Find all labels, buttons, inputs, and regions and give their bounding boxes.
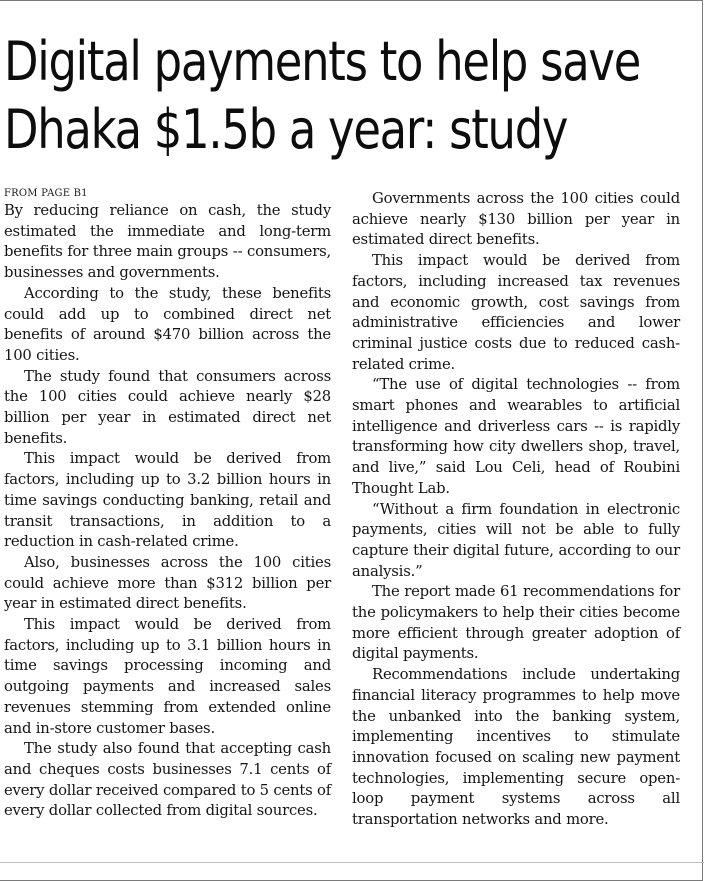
paragraph: According to the study, these benefits could add up to combined direct net benefits of around $470 billion across the 100 cities. (4, 284, 331, 364)
left-column (4, 187, 331, 822)
paragraph: Governments across the 100 cities could achieve nearly $130 billion per year in estimated direct benefits. (352, 190, 680, 249)
headline (4, 28, 641, 164)
paragraph: By reducing reliance on cash, the study estimated the immediate and long-term benefits for three main groups -- consumers, businesses and governments. (4, 202, 331, 282)
paragraph: Also, businesses across the 100 cities could achieve more than $312 billion per year in estimated direct benefits. (4, 553, 331, 613)
from-page-label: FROM PAGE B1 (4, 188, 88, 199)
paragraph: This impact would be derived from factors, including up to 3.1 billion hours in time savings processing incoming and outgoing payments and increased sales revenues stemming from extended online and in-store customer bases. (4, 616, 331, 737)
headline-line-1: Digital payments to help save (4, 30, 641, 93)
paragraph: “Without a firm foundation in electronic payments, cities will not be able to fully capture their digital future, according to our analysis.” (352, 500, 680, 580)
headline-line-2: Dhaka $1.5b a year: study (4, 98, 568, 161)
bottom-rule (0, 862, 704, 863)
paragraph: This impact would be derived from factors, including up to 3.2 billion hours in time savings conducting banking, retail and transit transactions, in addition to a reduction in cash-related crime. (4, 450, 331, 551)
right-column (352, 189, 680, 831)
paragraph: The study found that consumers across the 100 cities could achieve nearly $28 billion per year in estimated direct net benefits. (4, 367, 331, 447)
paragraph: “The use of digital technologies -- from smart phones and wearables to artificial intelligence and driverless cars -- is rapidly transforming how city dwellers shop, travel, and live,” said Lou Celi, head of Roubini Thought Lab. (352, 376, 680, 497)
paragraph: The report made 61 recommendations for the policymakers to help their cities become more efficient through greater adoption of digital payments. (352, 583, 680, 663)
paragraph: The study also found that accepting cash and cheques costs businesses 7.1 cents of every dollar received compared to 5 cents of every dollar collected from digital sources. (4, 740, 331, 820)
paragraph: This impact would be derived from factors, including increased tax revenues and economic growth, cost savings from administrative efficiencies and lower criminal justice costs due to reduced cash-related crime. (352, 252, 680, 373)
paragraph: Recommendations include undertaking financial literacy programmes to help move the unbanked into the banking system, implementing incentives to stimulate innovation focused on scaling new payment technologies, implementing secure open-loop payment systems across all transportation networks and more. (352, 666, 680, 829)
